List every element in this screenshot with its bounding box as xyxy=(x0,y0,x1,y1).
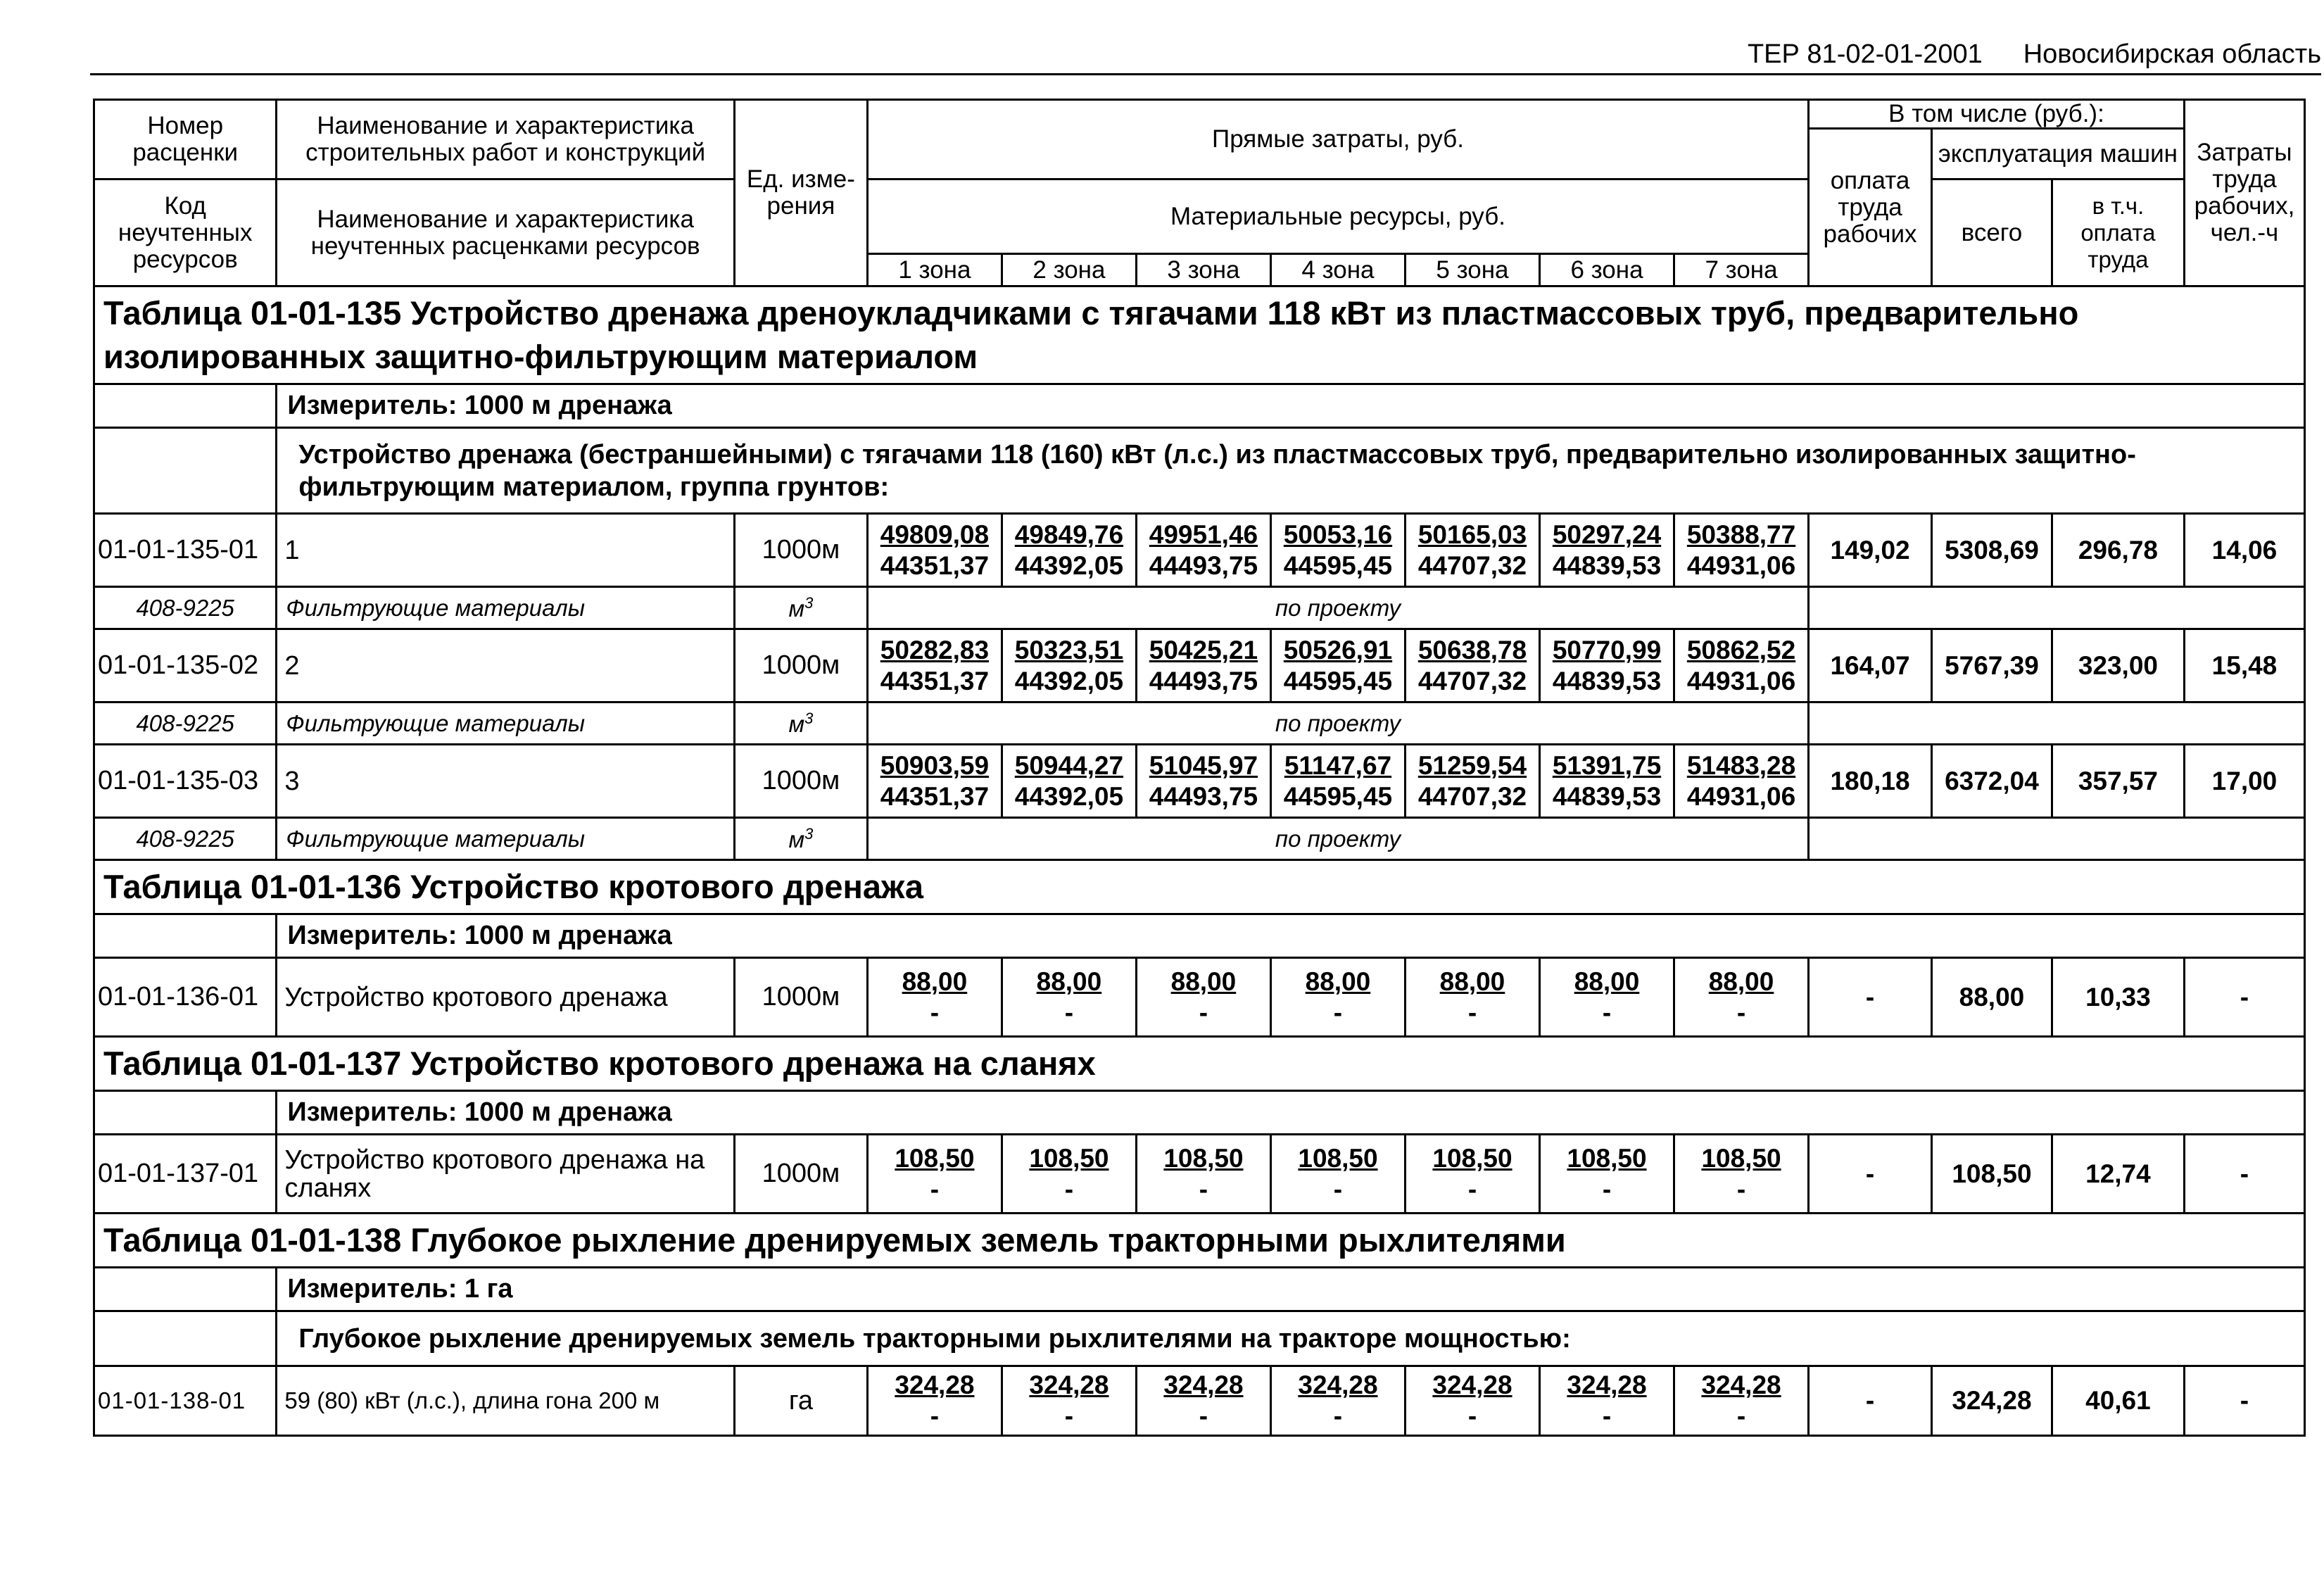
table-row xyxy=(94,1366,2305,1436)
resource-row xyxy=(94,587,2305,629)
zone-price-cell xyxy=(1002,958,1136,1037)
rate-unit: 1000м xyxy=(734,958,867,1037)
resource-row xyxy=(94,818,2305,860)
resource-code: 408-9225 xyxy=(94,818,277,860)
table-row xyxy=(94,629,2305,702)
material-cost: 44839,53 xyxy=(1552,666,1662,695)
labor-pay: - xyxy=(1809,1366,1932,1436)
zone-price-cell xyxy=(867,514,1002,587)
machines-total: 108,50 xyxy=(1932,1135,2052,1214)
rate-unit: га xyxy=(734,1366,867,1436)
zone-header: 2 зона xyxy=(1002,254,1136,286)
zone-price-cell xyxy=(1002,629,1136,702)
material-cost: 44392,05 xyxy=(1014,781,1124,811)
zone-price-cell xyxy=(867,629,1002,702)
direct-cost: 88,00 xyxy=(1305,966,1371,996)
machines-total: 6372,04 xyxy=(1932,745,2052,818)
resource-name: Фильтрующие материалы xyxy=(277,587,735,629)
direct-cost: 108,50 xyxy=(1567,1143,1647,1173)
material-cost: 44839,53 xyxy=(1552,550,1662,580)
zone-price-cell xyxy=(1405,629,1539,702)
rate-code: 01-01-135-02 xyxy=(94,629,277,702)
measure-label: Измеритель: 1 га xyxy=(277,1268,2305,1311)
material-cost: 44931,06 xyxy=(1686,781,1796,811)
material-cost: - xyxy=(1064,1401,1074,1430)
zone-price-cell xyxy=(1136,958,1270,1037)
direct-cost: 51045,97 xyxy=(1149,750,1258,780)
group-description: Устройство дренажа (бестраншейными) с тягачами 118 (160) кВт (л.с.) из пластмассовых труб, предварительно изолированных защитно-фильтрующим материалом, группа грунтов: xyxy=(277,428,2305,514)
direct-cost: 50862,52 xyxy=(1686,635,1796,664)
zone-price-cell xyxy=(1270,629,1405,702)
empty-cell xyxy=(94,914,277,958)
material-cost: - xyxy=(1199,997,1208,1027)
col-unit-header: Ед. изме-рения xyxy=(734,100,867,286)
direct-cost: 49849,76 xyxy=(1014,519,1124,549)
table-row xyxy=(94,958,2305,1037)
measure-label: Измеритель: 1000 м дренажа xyxy=(277,914,2305,958)
resource-code: 408-9225 xyxy=(94,587,277,629)
direct-cost: 88,00 xyxy=(1036,966,1102,996)
col-number-header: Номер расценки xyxy=(94,100,277,179)
labor-pay: 164,07 xyxy=(1809,629,1932,702)
material-cost: - xyxy=(1333,1174,1343,1204)
labor-hours: - xyxy=(2184,1366,2304,1436)
col-res-code-header: Код неучтенных ресурсов xyxy=(94,179,277,286)
direct-cost: 50425,21 xyxy=(1149,635,1258,664)
material-cost: 44493,75 xyxy=(1149,550,1258,580)
direct-cost: 49809,08 xyxy=(880,519,990,549)
direct-cost: 108,50 xyxy=(895,1143,975,1173)
doc-code: ТЕР 81-02-01-2001 xyxy=(1747,39,1983,69)
material-cost: - xyxy=(930,1174,940,1204)
zone-price-cell xyxy=(1674,629,1809,702)
direct-cost: 88,00 xyxy=(902,966,968,996)
col-machines-total-header: всего xyxy=(1932,179,2052,286)
material-cost: - xyxy=(1736,1174,1746,1204)
table-row xyxy=(94,514,2305,587)
zone-price-cell xyxy=(867,958,1002,1037)
labor-pay: 149,02 xyxy=(1809,514,1932,587)
zone-header: 4 зона xyxy=(1270,254,1405,286)
empty-cell xyxy=(1809,818,2305,860)
machines-total: 5308,69 xyxy=(1932,514,2052,587)
material-cost: 44392,05 xyxy=(1014,550,1124,580)
zone-price-cell xyxy=(1270,514,1405,587)
material-cost: 44493,75 xyxy=(1149,781,1258,811)
zone-price-cell xyxy=(1674,745,1809,818)
material-cost: - xyxy=(1467,1174,1477,1204)
zone-price-cell xyxy=(1270,1135,1405,1214)
rate-unit: 1000м xyxy=(734,514,867,587)
zone-price-cell xyxy=(1270,745,1405,818)
material-cost: 44351,37 xyxy=(880,781,990,811)
machines-total: 88,00 xyxy=(1932,958,2052,1037)
direct-cost: 88,00 xyxy=(1574,966,1640,996)
zone-price-cell xyxy=(1270,1366,1405,1436)
material-cost: 44839,53 xyxy=(1552,781,1662,811)
zone-header: 1 зона xyxy=(867,254,1002,286)
direct-cost: 50903,59 xyxy=(880,750,990,780)
direct-cost: 50282,83 xyxy=(880,635,990,664)
machines-labor-pay: 296,78 xyxy=(2052,514,2184,587)
material-cost: 44707,32 xyxy=(1417,666,1527,695)
rate-code: 01-01-136-01 xyxy=(94,958,277,1037)
rate-name: 1 xyxy=(277,514,735,587)
material-cost: - xyxy=(1602,997,1612,1027)
zone-header: 6 зона xyxy=(1539,254,1674,286)
zone-header: 7 зона xyxy=(1674,254,1809,286)
rate-code: 01-01-138-01 xyxy=(94,1366,277,1436)
zone-price-cell xyxy=(1539,514,1674,587)
material-cost: 44931,06 xyxy=(1686,666,1796,695)
material-cost: 44931,06 xyxy=(1686,550,1796,580)
table-title: Таблица 01-01-135 Устройство дренажа дреноукладчиками с тягачами 118 кВт из пластмассовых труб, предварительно изолированных защитно-фильтрующим материалом xyxy=(94,286,2305,384)
material-cost: - xyxy=(1736,1401,1746,1430)
region: Новосибирская область xyxy=(2023,39,2321,69)
table-title: Таблица 01-01-136 Устройство кротового дренажа xyxy=(94,860,2305,914)
machines-total: 5767,39 xyxy=(1932,629,2052,702)
rate-code: 01-01-135-03 xyxy=(94,745,277,818)
resource-row xyxy=(94,702,2305,745)
zone-price-cell xyxy=(1539,745,1674,818)
material-cost: 44707,32 xyxy=(1417,550,1527,580)
machines-labor-pay: 40,61 xyxy=(2052,1366,2184,1436)
table-row xyxy=(94,1135,2305,1214)
material-cost: 44392,05 xyxy=(1014,666,1124,695)
direct-cost: 51259,54 xyxy=(1417,750,1527,780)
direct-cost: 50297,24 xyxy=(1552,519,1662,549)
direct-cost: 88,00 xyxy=(1170,966,1237,996)
direct-cost: 50944,27 xyxy=(1014,750,1124,780)
material-cost: 44493,75 xyxy=(1149,666,1258,695)
material-cost: 44351,37 xyxy=(880,666,990,695)
material-cost: - xyxy=(1333,997,1343,1027)
rate-name: Устройство кротового дренажа xyxy=(277,958,735,1037)
table-title: Таблица 01-01-137 Устройство кротового дренажа на сланях xyxy=(94,1037,2305,1091)
direct-cost: 108,50 xyxy=(1163,1143,1244,1173)
empty-cell xyxy=(94,1311,277,1366)
rate-name: 3 xyxy=(277,745,735,818)
col-direct-header: Прямые затраты, руб. xyxy=(867,100,1808,179)
direct-cost: 50053,16 xyxy=(1283,519,1393,549)
material-cost: 44595,45 xyxy=(1283,666,1393,695)
zone-price-cell xyxy=(1002,514,1136,587)
labor-pay: - xyxy=(1809,958,1932,1037)
direct-cost: 324,28 xyxy=(895,1370,975,1399)
material-cost: - xyxy=(930,997,940,1027)
measure-label: Измеритель: 1000 м дренажа xyxy=(277,1091,2305,1135)
material-cost: - xyxy=(1602,1174,1612,1204)
machines-labor-pay: 12,74 xyxy=(2052,1135,2184,1214)
resource-unit-base: м xyxy=(788,595,805,622)
col-name-header: Наименование и характеристика строительных работ и конструкций xyxy=(277,100,735,179)
zone-header: 5 зона xyxy=(1405,254,1539,286)
resource-unit xyxy=(734,818,867,860)
direct-cost: 108,50 xyxy=(1701,1143,1781,1173)
measure-label: Измеритель: 1000 м дренажа xyxy=(277,384,2305,428)
direct-cost: 324,28 xyxy=(1298,1370,1378,1399)
zone-price-cell xyxy=(867,745,1002,818)
material-cost: 44707,32 xyxy=(1417,781,1527,811)
group-description: Глубокое рыхление дренируемых земель тракторными рыхлителями на тракторе мощностью: xyxy=(277,1311,2305,1366)
col-machines-header: эксплуатация машин xyxy=(1932,129,2185,179)
material-cost: - xyxy=(930,1401,940,1430)
zone-price-cell xyxy=(1674,1366,1809,1436)
zone-price-cell xyxy=(1270,958,1405,1037)
empty-cell xyxy=(94,1268,277,1311)
labor-hours: - xyxy=(2184,1135,2304,1214)
direct-cost: 88,00 xyxy=(1439,966,1505,996)
rate-name: Устройство кротового дренажа на сланях xyxy=(277,1135,735,1214)
material-cost: 44351,37 xyxy=(880,550,990,580)
resource-name: Фильтрующие материалы xyxy=(277,818,735,860)
table-row xyxy=(94,745,2305,818)
direct-cost: 50770,99 xyxy=(1552,635,1662,664)
material-cost: - xyxy=(1736,997,1746,1027)
empty-cell xyxy=(94,1091,277,1135)
zone-price-cell xyxy=(867,1366,1002,1436)
zone-price-cell xyxy=(1002,1135,1136,1214)
empty-cell xyxy=(94,384,277,428)
material-cost: - xyxy=(1199,1174,1208,1204)
direct-cost: 108,50 xyxy=(1029,1143,1109,1173)
direct-cost: 108,50 xyxy=(1298,1143,1378,1173)
labor-hours: 17,00 xyxy=(2184,745,2304,818)
zone-price-cell xyxy=(1539,1135,1674,1214)
zone-price-cell xyxy=(1136,629,1270,702)
direct-cost: 51483,28 xyxy=(1686,750,1796,780)
zone-price-cell xyxy=(1539,958,1674,1037)
zone-header: 3 зона xyxy=(1136,254,1270,286)
direct-cost: 50323,51 xyxy=(1014,635,1124,664)
direct-cost: 50638,78 xyxy=(1417,635,1527,664)
zone-price-cell xyxy=(1136,1366,1270,1436)
machines-labor-pay: 357,57 xyxy=(2052,745,2184,818)
direct-cost: 108,50 xyxy=(1432,1143,1513,1173)
direct-cost: 324,28 xyxy=(1163,1370,1244,1399)
resource-unit-power: 3 xyxy=(804,593,814,612)
labor-pay: - xyxy=(1809,1135,1932,1214)
rate-name: 2 xyxy=(277,629,735,702)
zone-price-cell xyxy=(1405,958,1539,1037)
col-labor-pay-header: оплата труда рабочих xyxy=(1809,129,1932,286)
machines-total: 324,28 xyxy=(1932,1366,2052,1436)
material-cost: - xyxy=(1064,997,1074,1027)
zone-price-cell xyxy=(1539,629,1674,702)
resource-note: по проекту xyxy=(867,702,1808,745)
direct-cost: 324,28 xyxy=(1567,1370,1647,1399)
zone-price-cell xyxy=(1405,745,1539,818)
material-cost: - xyxy=(1602,1401,1612,1430)
rate-code: 01-01-137-01 xyxy=(94,1135,277,1214)
resource-unit xyxy=(734,587,867,629)
zone-price-cell xyxy=(1002,745,1136,818)
empty-cell xyxy=(1809,702,2305,745)
machines-labor-pay: 10,33 xyxy=(2052,958,2184,1037)
resource-note: по проекту xyxy=(867,587,1808,629)
resource-unit-power: 3 xyxy=(804,824,814,843)
zone-price-cell xyxy=(1674,958,1809,1037)
rate-unit: 1000м xyxy=(734,745,867,818)
direct-cost: 324,28 xyxy=(1029,1370,1109,1399)
labor-hours: 14,06 xyxy=(2184,514,2304,587)
labor-pay: 180,18 xyxy=(1809,745,1932,818)
direct-cost: 50165,03 xyxy=(1417,519,1527,549)
col-machines-labor-header: в т.ч. оплата труда xyxy=(2052,179,2184,286)
resource-unit-power: 3 xyxy=(804,709,814,727)
col-res-name-header: Наименование и характеристика неучтенных расценками ресурсов xyxy=(277,179,735,286)
material-cost: 44595,45 xyxy=(1283,550,1393,580)
labor-hours: - xyxy=(2184,958,2304,1037)
header-text xyxy=(1748,39,2321,70)
page-header xyxy=(90,34,2321,75)
direct-cost: 51147,67 xyxy=(1284,750,1392,780)
resource-name: Фильтрующие материалы xyxy=(277,702,735,745)
zone-price-cell xyxy=(1539,1366,1674,1436)
direct-cost: 49951,46 xyxy=(1149,519,1258,549)
material-cost: - xyxy=(1467,1401,1477,1430)
direct-cost: 88,00 xyxy=(1708,966,1774,996)
table-title: Таблица 01-01-138 Глубокое рыхление дренируемых земель тракторными рыхлителями xyxy=(94,1214,2305,1268)
price-table xyxy=(93,99,2306,1437)
resource-unit-base: м xyxy=(788,826,805,852)
zone-price-cell xyxy=(1136,514,1270,587)
material-cost: - xyxy=(1333,1401,1343,1430)
zone-price-cell xyxy=(1136,745,1270,818)
material-cost: 44595,45 xyxy=(1283,781,1393,811)
col-labor-hours-header: Затраты труда рабочих, чел.-ч xyxy=(2184,100,2304,286)
labor-hours: 15,48 xyxy=(2184,629,2304,702)
resource-unit xyxy=(734,702,867,745)
zone-price-cell xyxy=(867,1135,1002,1214)
resource-note: по проекту xyxy=(867,818,1808,860)
material-cost: - xyxy=(1467,997,1477,1027)
empty-cell xyxy=(1809,587,2305,629)
rate-name: 59 (80) кВт (л.с.), длина гона 200 м xyxy=(277,1366,735,1436)
direct-cost: 51391,75 xyxy=(1552,750,1662,780)
direct-cost: 324,28 xyxy=(1432,1370,1513,1399)
material-cost: - xyxy=(1064,1174,1074,1204)
zone-price-cell xyxy=(1136,1135,1270,1214)
material-cost: - xyxy=(1199,1401,1208,1430)
rate-code: 01-01-135-01 xyxy=(94,514,277,587)
zone-price-cell xyxy=(1002,1366,1136,1436)
rate-unit: 1000м xyxy=(734,629,867,702)
zone-price-cell xyxy=(1405,1366,1539,1436)
col-including-header: В том числе (руб.): xyxy=(1809,100,2185,129)
empty-cell xyxy=(94,428,277,514)
direct-cost: 50388,77 xyxy=(1686,519,1796,549)
direct-cost: 50526,91 xyxy=(1283,635,1393,664)
zone-price-cell xyxy=(1674,1135,1809,1214)
zone-price-cell xyxy=(1405,514,1539,587)
machines-labor-pay: 323,00 xyxy=(2052,629,2184,702)
col-materials-header: Материальные ресурсы, руб. xyxy=(867,179,1808,254)
resource-unit-base: м xyxy=(788,710,805,737)
resource-code: 408-9225 xyxy=(94,702,277,745)
zone-price-cell xyxy=(1674,514,1809,587)
rate-unit: 1000м xyxy=(734,1135,867,1214)
zone-price-cell xyxy=(1405,1135,1539,1214)
direct-cost: 324,28 xyxy=(1701,1370,1781,1399)
